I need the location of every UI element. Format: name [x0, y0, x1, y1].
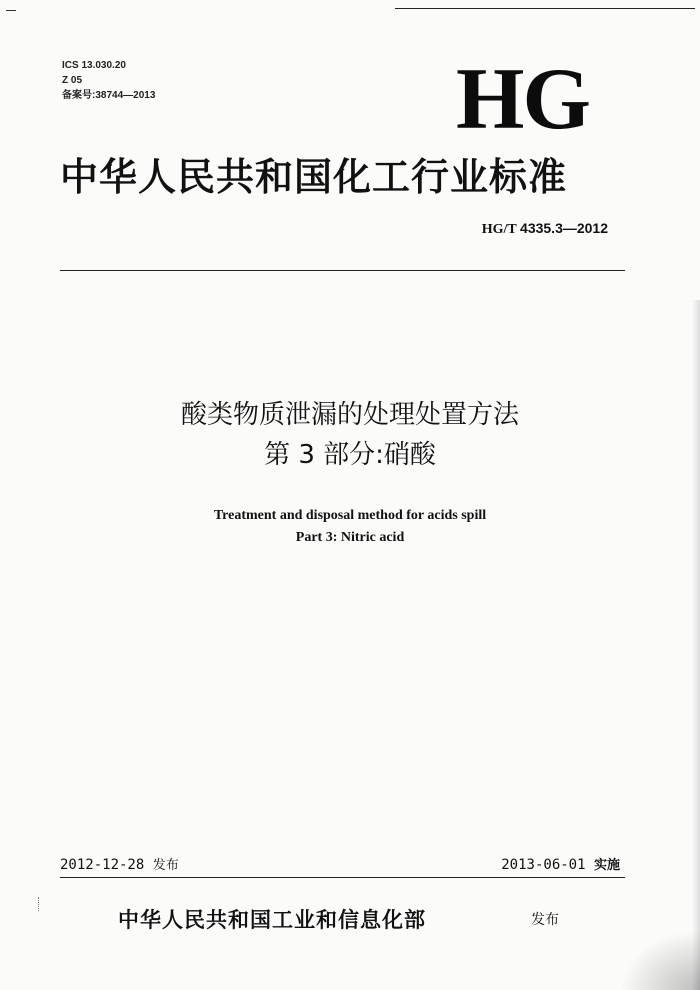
scan-shadow-corner — [620, 930, 700, 990]
document-title-en — [0, 505, 700, 549]
title-en-line-1: Treatment and disposal method for acids spill — [213, 508, 487, 523]
implementation-date: 2013-06-01 — [501, 857, 586, 873]
title-cn-line-1: 酸类物质泄漏的处理处置方法 — [180, 400, 519, 430]
publisher-label: 发布 — [531, 912, 559, 928]
footer-divider — [60, 877, 625, 878]
standard-category-title: 中华人民共和国化工行业标准 — [60, 154, 568, 199]
scan-speck — [38, 897, 42, 911]
ics-code: ICS 13.030.20 — [62, 60, 126, 71]
standard-number — [482, 220, 608, 238]
publisher-name: 中华人民共和国工业和信息化部 — [118, 907, 426, 932]
title-cn-line-2: 第 3 部分:硝酸 — [264, 440, 436, 470]
classification-block — [62, 58, 155, 103]
issue-date: 2012-12-28 — [60, 857, 145, 873]
corner-mark — [6, 10, 16, 11]
implementation-label: 实施 — [593, 858, 620, 873]
header-divider — [60, 270, 625, 271]
filing-number: 备案号:38744—2013 — [62, 90, 156, 101]
top-rule — [395, 8, 695, 9]
standard-number-prefix: HG/T — [481, 222, 517, 237]
title-en-line-2: Part 3: Nitric acid — [295, 530, 405, 545]
issue-label: 发布 — [152, 858, 179, 873]
issue-date-block — [60, 854, 179, 873]
hg-logo: HG — [456, 51, 589, 148]
document-title-cn — [0, 395, 700, 475]
standard-number-value: 4335.3—2012 — [520, 220, 608, 236]
ccs-code: Z 05 — [62, 75, 83, 86]
implementation-date-block — [501, 854, 620, 873]
